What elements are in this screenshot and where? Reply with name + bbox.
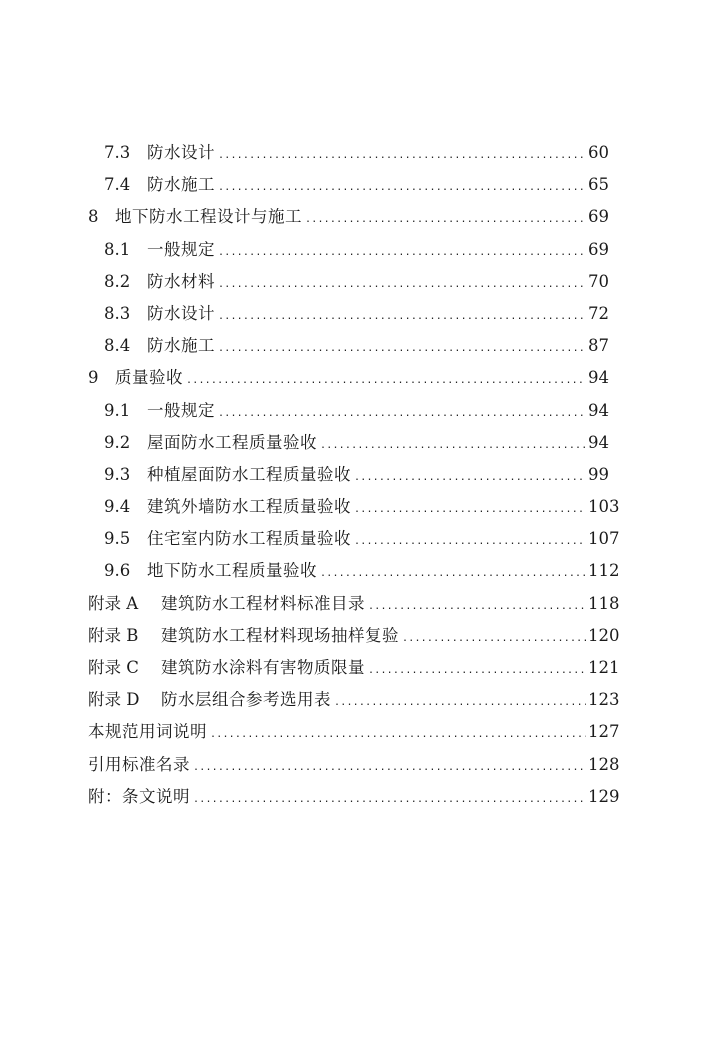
- toc-entry-page-number: 128: [588, 754, 620, 774]
- toc-entry-title: 防水施工: [147, 336, 215, 356]
- toc-entry-number: 附录 B: [88, 625, 139, 645]
- toc-entry[interactable]: [0, 298, 716, 330]
- toc-entry-page-number: 99: [588, 464, 609, 484]
- toc-entry-page-number: 60: [588, 143, 609, 162]
- toc-entry[interactable]: [0, 137, 716, 169]
- toc-entry[interactable]: [0, 588, 716, 620]
- toc-entry-title: 种植屋面防水工程质量验收: [147, 464, 351, 484]
- toc-leader-dots: [402, 623, 586, 655]
- toc-entry-number: 9.3: [104, 464, 131, 484]
- toc-entry-number: 9: [88, 368, 99, 388]
- toc-leader-dots: [218, 398, 586, 430]
- toc-entry-number: 9.6: [104, 561, 131, 581]
- toc-entry-title: 防水设计: [147, 303, 215, 323]
- toc-leader-dots: [218, 269, 586, 301]
- toc-leader-dots: [368, 591, 586, 623]
- toc-entry[interactable]: [0, 459, 716, 491]
- toc-entry[interactable]: [0, 555, 716, 587]
- toc-leader-dots: [320, 430, 586, 462]
- toc-leader-dots: [218, 172, 586, 204]
- toc-entry-number: 7.3: [104, 143, 131, 162]
- toc-entry-page-number: 103: [588, 497, 620, 517]
- toc-entry[interactable]: [0, 652, 716, 684]
- toc-entry-page-number: 129: [588, 786, 620, 806]
- toc-entry-title: 防水施工: [147, 175, 215, 195]
- toc-entry[interactable]: [0, 716, 716, 748]
- toc-entry[interactable]: [0, 169, 716, 201]
- toc-entry-title: 建筑防水涂料有害物质限量: [161, 658, 365, 677]
- toc-leader-dots: [334, 687, 586, 719]
- toc-leader-dots: [210, 719, 586, 751]
- toc-entry[interactable]: [0, 491, 716, 523]
- toc-leader-dots: [218, 140, 586, 172]
- toc-entry[interactable]: [0, 781, 716, 813]
- toc-entry-number: 附录 A: [88, 593, 139, 613]
- toc-leader-dots: [193, 752, 586, 784]
- toc-entry-title: 建筑防水工程材料现场抽样复验: [161, 625, 399, 645]
- toc-entry-page-number: 70: [588, 271, 609, 291]
- toc-entry-page-number: 69: [588, 239, 609, 259]
- toc-entry[interactable]: [0, 266, 716, 298]
- toc-entry[interactable]: [0, 749, 716, 781]
- toc-entry[interactable]: [0, 201, 716, 233]
- toc-entry-title: 一般规定: [147, 400, 215, 420]
- toc-entry-page-number: 94: [588, 368, 609, 388]
- toc-entry-page-number: 69: [588, 207, 609, 227]
- toc-entry-number: 附录 D: [88, 690, 140, 710]
- toc-entry-number: 8.1: [104, 239, 131, 259]
- toc-entry[interactable]: [0, 234, 716, 266]
- toc-entry-title: 防水层组合参考选用表: [161, 690, 331, 710]
- toc-entry-page-number: 94: [588, 400, 609, 420]
- toc-entry-title: 质量验收: [115, 368, 183, 388]
- toc-leader-dots: [218, 301, 586, 333]
- toc-entry-title: 建筑外墙防水工程质量验收: [147, 497, 351, 517]
- toc-entry-title: 屋面防水工程质量验收: [147, 432, 317, 452]
- toc-entry-number: 9.2: [104, 432, 131, 452]
- toc-entry-page-number: 87: [588, 336, 609, 356]
- toc-entry-title: 防水材料: [147, 271, 215, 291]
- toc-entry-page-number: 121: [588, 658, 620, 677]
- toc-entry-number: 7.4: [104, 175, 131, 195]
- toc-entry[interactable]: [0, 684, 716, 716]
- toc-entry-number: 8.2: [104, 271, 131, 291]
- toc-entry-number: 8.4: [104, 336, 131, 356]
- toc-entry[interactable]: [0, 395, 716, 427]
- toc-entry-title: 地下防水工程质量验收: [147, 561, 317, 581]
- toc-entry-number: 8: [88, 207, 99, 227]
- toc-entry-title: 建筑防水工程材料标准目录: [161, 593, 365, 613]
- toc-entry-page-number: 65: [588, 175, 609, 195]
- toc-entry[interactable]: [0, 427, 716, 459]
- toc-entry-title: 地下防水工程设计与施工: [115, 207, 302, 227]
- toc-leader-dots: [305, 204, 586, 236]
- toc-entry-page-number: 94: [588, 432, 609, 452]
- toc-entry-number: 附录 C: [88, 658, 139, 677]
- toc-entry-page-number: 107: [588, 529, 620, 549]
- toc-entry[interactable]: [0, 620, 716, 652]
- toc-entry-page-number: 72: [588, 303, 609, 323]
- toc-entry-page-number: 118: [588, 593, 620, 613]
- toc-entry-title: 本规范用词说明: [88, 722, 207, 742]
- toc-entry-page-number: 123: [588, 690, 620, 710]
- toc-entry[interactable]: [0, 362, 716, 394]
- toc-entry-title: 一般规定: [147, 239, 215, 259]
- toc-leader-dots: [354, 462, 586, 494]
- toc-entry-page-number: 112: [588, 561, 620, 581]
- toc-entry[interactable]: [0, 523, 716, 555]
- toc-leader-dots: [186, 365, 586, 397]
- toc-entry-number: 9.4: [104, 497, 131, 517]
- toc-entry-title: 防水设计: [147, 143, 215, 162]
- toc-leader-dots: [354, 494, 586, 526]
- toc-entry-title: 引用标准名录: [88, 754, 190, 774]
- toc-leader-dots: [193, 784, 586, 816]
- toc-leader-dots: [218, 333, 586, 365]
- toc-leader-dots: [354, 526, 586, 558]
- toc-entry-title: 附：条文说明: [88, 786, 190, 806]
- toc-entry-page-number: 127: [588, 722, 620, 742]
- table-of-contents: [0, 137, 716, 813]
- toc-entry-page-number: 120: [588, 625, 620, 645]
- toc-entry-number: 9.5: [104, 529, 131, 549]
- toc-leader-dots: [368, 655, 586, 687]
- toc-entry-number: 9.1: [104, 400, 131, 420]
- toc-entry[interactable]: [0, 330, 716, 362]
- toc-entry-number: 8.3: [104, 303, 131, 323]
- toc-leader-dots: [218, 237, 586, 269]
- toc-leader-dots: [320, 558, 586, 590]
- toc-entry-title: 住宅室内防水工程质量验收: [147, 529, 351, 549]
